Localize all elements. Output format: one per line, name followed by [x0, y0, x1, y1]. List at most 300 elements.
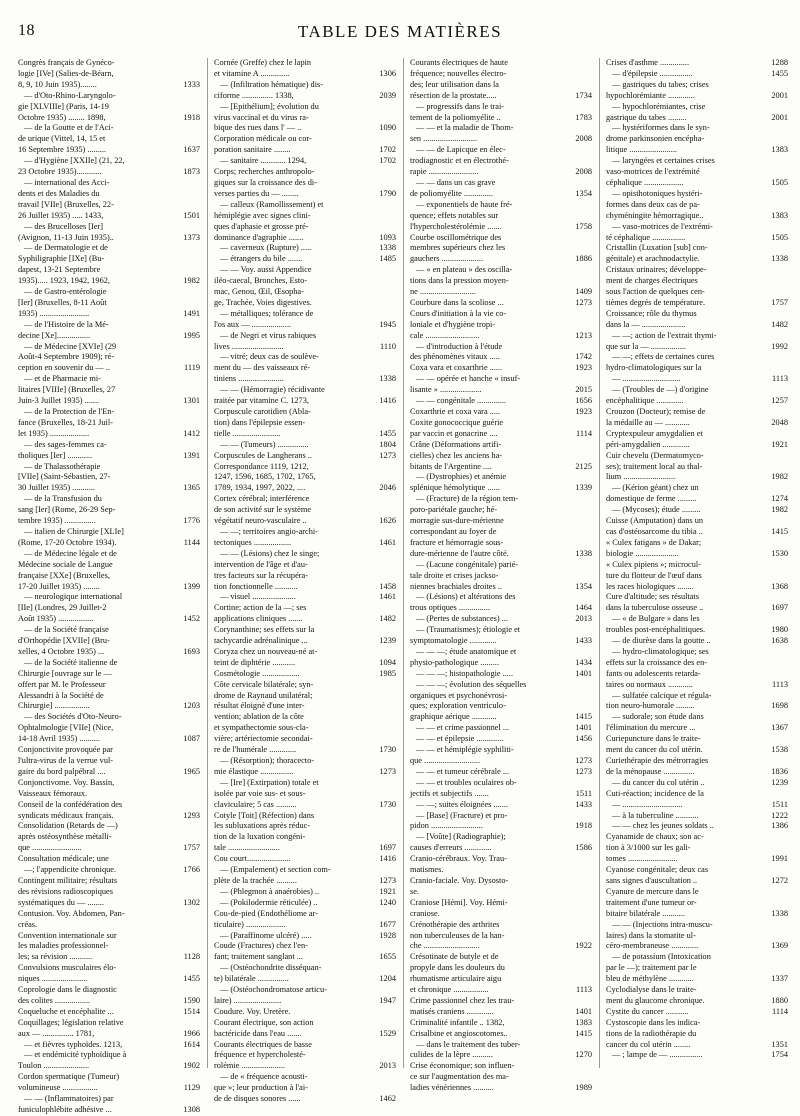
entry-text: tions dans la pression moyen-: [410, 276, 509, 286]
index-entry-line: [18, 560, 200, 571]
index-entry-line: [214, 298, 396, 309]
entry-text: Consultation médicale; une: [18, 854, 109, 864]
entry-text: lives .........................: [214, 341, 284, 351]
index-entry-line: [410, 854, 592, 865]
entry-text: Chirurgie [ouvrage sur le —: [18, 668, 112, 678]
page-reference: 1416: [379, 396, 396, 406]
entry-text: Courant électrique, son action: [214, 1017, 314, 1027]
entry-text: tholiques [Ier] ............: [18, 450, 93, 460]
index-entry-line: [606, 876, 788, 887]
entry-text: — du cancer du col utérin ..: [612, 777, 705, 787]
page-reference: 2001: [771, 90, 788, 100]
entry-text: l'hypercholestérolémie .......: [410, 221, 502, 231]
index-entry-line: [606, 211, 788, 222]
index-entry-line: [214, 789, 396, 800]
index-entry-line: [410, 385, 592, 396]
entry-text: tion à 3/1000 sur les gali-: [606, 843, 691, 853]
entry-text: — italien de Chirurgie [XLIe]: [24, 526, 124, 536]
index-entry-line: [606, 582, 788, 593]
index-entry-line: [18, 243, 200, 254]
index-entry-line: [214, 69, 396, 80]
index-entry-line: [410, 113, 592, 124]
index-entry-line: [18, 701, 200, 712]
entry-text: — (Lacune congénitale) parié-: [416, 559, 519, 569]
page-reference: 1433: [575, 636, 592, 646]
entry-text: — — et tumeur cérébrale ...: [416, 766, 510, 776]
entry-text: Cou-de-pied (Endothéliome ar-: [214, 908, 318, 918]
index-entry-line: [18, 189, 200, 200]
index-entry-line: [18, 222, 200, 233]
entry-text: Cotyle [Toit] (Réfection) dans: [214, 810, 315, 820]
index-entry-line: [214, 898, 396, 909]
page-reference: 1880: [771, 995, 788, 1005]
entry-text: organiques et psychonévrosi-: [410, 690, 508, 700]
page-reference: 1386: [771, 821, 788, 831]
page-reference: 1416: [379, 854, 396, 864]
index-entry-line: [214, 462, 396, 473]
entry-text: — sanitaire ............ 1294,: [220, 156, 307, 166]
page-reference: 1482: [379, 614, 396, 624]
index-entry-line: [606, 887, 788, 898]
entry-text: membres supérieurs chez les: [410, 243, 506, 253]
entry-text: — — et la maladie de Thom-: [416, 123, 514, 133]
index-entry-line: [214, 876, 396, 887]
entry-text: drome parkinsonien encépha-: [606, 134, 705, 144]
index-entry-line: [214, 811, 396, 822]
entry-text: — vitré; deux cas de soulève-: [220, 352, 319, 362]
index-entry-line: [410, 778, 592, 789]
entry-text: — (Lésions) et altérations des: [416, 592, 516, 602]
page-reference: 1113: [772, 374, 788, 384]
entry-text: gie [XLVIIIe] (Paris, 14-19: [18, 101, 109, 111]
entry-text: splénique hémolytique ......: [410, 483, 500, 493]
entry-text: — métalliques; tolérance de: [220, 308, 314, 318]
entry-text: Cyclodialyse dans le traite-: [606, 985, 697, 995]
entry-text: té céphalique ................: [606, 232, 686, 242]
page-reference: 1505: [771, 177, 788, 187]
entry-text: Corpuscule carotidien (Abla-: [214, 407, 311, 416]
entry-text: ticulaire) ...................: [214, 919, 286, 929]
entry-text: Coxa vara et coxarthrie ......: [410, 363, 503, 373]
entry-text: Crésotinate de butyle et de: [410, 952, 499, 962]
page-reference: 1965: [183, 766, 200, 776]
entry-text: Crime passionnel chez les trau-: [410, 995, 515, 1005]
page-reference: 1273: [575, 766, 592, 776]
entry-text: mac, Genou, Œil, Œsopha-: [214, 287, 304, 297]
index-entry-line: [214, 320, 396, 331]
index-entry-line: [18, 363, 200, 374]
page-reference: 1365: [183, 483, 200, 493]
index-entry-line: [410, 418, 592, 429]
page-reference: 2013: [379, 1061, 396, 1071]
index-entry-line: [606, 909, 788, 920]
entry-text: Coqueluche et encéphalite ...: [18, 1006, 114, 1016]
entry-text: Contusion. Voy. Abdomen, Pan-: [18, 908, 125, 918]
page-reference: 1288: [771, 58, 788, 67]
index-entry-line: [18, 145, 200, 156]
entry-text: de urique (Vittel, 14, 15 et: [18, 134, 106, 144]
index-entry-line: [18, 1007, 200, 1018]
entry-text: lium .........................: [606, 472, 676, 482]
index-entry-line: [606, 691, 788, 702]
entry-text: intervention de l'âge et d'au-: [214, 559, 308, 569]
index-entry-line: [214, 985, 396, 996]
index-entry-line: [410, 276, 592, 287]
entry-text: — de Negri et virus rabiques: [220, 330, 317, 340]
page-reference: 1090: [379, 123, 396, 133]
index-entry-line: [214, 429, 396, 440]
index-entry-line: [606, 483, 788, 494]
index-entry-line: [214, 1040, 396, 1051]
entry-text: — — dans un cas grave: [416, 177, 496, 187]
index-entry-line: [410, 1029, 592, 1040]
entry-text: les; sa révision ...........: [18, 952, 93, 962]
entry-text: Cortex cérébral; interférence: [214, 494, 310, 504]
index-entry-line: [18, 298, 200, 309]
entry-text: — [Ire] (Extirpation) totale et: [220, 777, 319, 787]
index-entry-line: [606, 941, 788, 952]
entry-text: — (Résorption); thoracecto-: [220, 756, 315, 765]
index-entry-line: [410, 952, 592, 963]
page-reference: 1980: [771, 625, 788, 635]
index-entry-line: [606, 200, 788, 211]
index-entry-line: [410, 102, 592, 113]
entry-text: fréquence; nouvelles électro-: [410, 68, 507, 78]
entry-text: ladies vénériennes ..........: [410, 1083, 494, 1093]
index-entry-line: [410, 941, 592, 952]
entry-text: dents et des Maladies du: [18, 188, 100, 198]
entry-text: litaires [VIIIe] (Bruxelles, 27: [18, 385, 116, 395]
page-reference: 1586: [575, 843, 592, 853]
page-reference: 1273: [575, 297, 592, 307]
index-entry-line: [214, 189, 396, 200]
index-entry-line: [18, 516, 200, 527]
entry-text: Corynanthine; ses effets sur la: [214, 625, 315, 635]
index-entry-line: [606, 756, 788, 767]
index-entry-line: [606, 287, 788, 298]
entry-text: — international des Acci-: [24, 177, 110, 187]
index-entry-line: [214, 1061, 396, 1072]
entry-text: — (Paraffinome ulcéré) .....: [220, 930, 312, 940]
index-entry-line: [410, 200, 592, 211]
index-entry-line: [606, 396, 788, 407]
index-entry-line: [410, 974, 592, 985]
page-reference: 1367: [771, 723, 788, 733]
entry-text: Congrès français de Gynéco-: [18, 58, 115, 67]
entry-text: troubles post-encéphalitiques.: [606, 625, 706, 635]
entry-text: — progressifs dans le trai-: [416, 101, 505, 111]
index-entry-line: [606, 276, 788, 287]
page-reference: 1338: [575, 548, 592, 558]
page-reference: 1758: [575, 221, 592, 231]
entry-text: Crouzon (Docteur); remise de: [606, 407, 706, 416]
entry-text: Cours d'initiation à la vie co-: [410, 308, 507, 318]
entry-text: — (Traumatismes); étiologie et: [416, 625, 521, 635]
page-reference: 1995: [183, 330, 200, 340]
entry-text: correspondant au foyer de: [410, 526, 497, 536]
column-rule: [207, 58, 208, 1068]
entry-text: mie élastique ................: [214, 766, 294, 776]
index-entry-line: [410, 123, 592, 134]
index-entry-line: [18, 309, 200, 320]
index-entry-line: [18, 756, 200, 767]
entry-text: fracture et hémorragie sous-: [410, 537, 504, 547]
index-entry-line: [410, 516, 592, 527]
entry-text: végétatif neuro-vasculaire ..: [214, 516, 307, 526]
index-entry-line: [410, 167, 592, 178]
index-entry-line: [606, 832, 788, 843]
entry-text: 16 Septembre 1935) .........: [18, 145, 107, 155]
entry-text: rhumatisme articulaire aigu: [410, 974, 502, 984]
entry-text: morragie sus-dure-mérienne: [410, 516, 504, 526]
index-entry-line: [410, 592, 592, 603]
entry-text: après ostéosynthèse métalli-: [18, 832, 112, 842]
entry-text: giques sur la croissance des di-: [214, 177, 317, 187]
entry-text: Alessandri à la Société de: [18, 690, 104, 700]
entry-text: verses parties du — ........: [214, 188, 299, 198]
index-entry-line: [214, 1050, 396, 1061]
index-entry-line: [606, 440, 788, 451]
entry-text: ment du cancer du col utérin.: [606, 745, 703, 755]
entry-text: Conjonctivite provoquée par: [18, 745, 113, 755]
index-entry-line: [410, 658, 592, 669]
page-reference: 1482: [771, 319, 788, 329]
entry-text: — (Phlegmon à anaérobies) ..: [220, 886, 320, 896]
index-entry-line: [18, 592, 200, 603]
index-entry-line: [214, 200, 396, 211]
index-entry-line: [214, 494, 396, 505]
index-entry-line: [18, 494, 200, 505]
index-entry-line: [606, 734, 788, 745]
entry-text: Cuisse (Amputation) dans un: [606, 516, 704, 526]
index-entry-line: [606, 712, 788, 723]
index-entry-line: [606, 778, 788, 789]
entry-text: Criminalité infantile .. 1382,: [410, 1017, 505, 1027]
entry-text: — de Gastro-entérologie: [24, 287, 107, 297]
entry-text: les maladies professionnel-: [18, 941, 109, 951]
entry-text: — —; territoires angio-archi-: [220, 526, 318, 536]
page-reference: 1222: [771, 810, 788, 820]
index-entry-line: [18, 472, 200, 483]
entry-text: pidon .........................: [410, 821, 483, 831]
entry-text: fréquence et hypercholesté-: [214, 1050, 306, 1060]
entry-text: virus vaccinal et du virus ra-: [214, 112, 309, 122]
index-entry-line: [410, 1072, 592, 1083]
entry-text: — .............................: [612, 799, 683, 809]
page-reference: 2125: [575, 461, 592, 471]
index-entry-line: [18, 429, 200, 440]
entry-text: — [Base] (Fracture) et pro-: [416, 810, 508, 820]
index-entry-line: [18, 821, 200, 832]
index-entry-line: [18, 843, 200, 854]
entry-text: craniose.: [410, 908, 440, 918]
index-entry-line: [606, 538, 788, 549]
index-entry-line: [606, 134, 788, 145]
entry-text: 1935) ........................: [18, 308, 90, 318]
entry-text: ception en souvenir du — ..: [18, 363, 110, 373]
entry-text: Craniose [Hémi]. Voy. Hémi-: [410, 897, 508, 907]
entry-text: que »; leur production à l'ai-: [214, 1083, 308, 1093]
entry-text: — —; suites éloignées .......: [416, 799, 508, 809]
page-reference: 1982: [183, 276, 200, 286]
index-entry-line: [410, 898, 592, 909]
entry-text: — — —; étude anatomique et: [416, 646, 517, 656]
page-reference: 1354: [575, 581, 592, 591]
index-entry-line: [410, 691, 592, 702]
entry-text: (Rome, 17-20 Octobre 1934).: [18, 537, 117, 547]
entry-text: — de la Goutte et de l'Aci-: [24, 123, 114, 133]
page-reference: 1656: [575, 396, 592, 406]
index-entry-line: [214, 472, 396, 483]
entry-text: Cristallin (Luxation [sub] con-: [606, 243, 708, 253]
entry-text: — (Pokilodermie réticulée) ..: [220, 897, 318, 907]
index-entry-line: [214, 276, 396, 287]
index-entry-line: [606, 996, 788, 1007]
page-reference: 1918: [575, 821, 592, 831]
index-entry-line: [18, 233, 200, 244]
entry-text: — — opérée et hanche « insuf-: [416, 374, 521, 384]
index-entry-line: [214, 996, 396, 1007]
entry-text: fance (Bruxelles, 18-21 Juil-: [18, 417, 113, 427]
entry-text: ses); traitement local au thal-: [606, 461, 703, 471]
entry-text: — (Fracture) de la région tem-: [416, 494, 519, 504]
entry-text: gaire du bord palpébral ....: [18, 766, 106, 776]
index-entry-line: [18, 941, 200, 952]
page-reference: 1110: [380, 341, 396, 351]
entry-text: — et endémicité typhoïdique à: [24, 1050, 127, 1060]
index-entry-line: [214, 451, 396, 462]
index-entry-line: [214, 352, 396, 363]
entry-text: Août 1935) .................: [18, 614, 94, 624]
entry-text: se.: [410, 886, 419, 896]
page-reference: 1272: [771, 875, 788, 885]
entry-text: et chronique .................: [410, 985, 489, 995]
index-entry-line: [214, 145, 396, 156]
page-reference: 1373: [183, 232, 200, 242]
index-entry-line: [18, 331, 200, 342]
entry-text: gauchers ....................: [410, 254, 484, 264]
page-reference: 1886: [575, 254, 592, 264]
index-entry-line: [18, 963, 200, 974]
entry-text: tions de la radiothérapie du: [606, 1028, 697, 1038]
index-entry-line: [606, 636, 788, 647]
entry-text: che ...........................: [410, 941, 480, 951]
index-entry-line: [410, 527, 592, 538]
index-entry-line: [18, 178, 200, 189]
index-entry-line: [18, 734, 200, 745]
page-reference: 1368: [771, 581, 788, 591]
index-entry-line: [214, 865, 396, 876]
index-entry-line: [214, 712, 396, 723]
entry-text: Crâne (Déformations artifi-: [410, 439, 502, 449]
index-entry-line: [606, 723, 788, 734]
entry-text: — [Voûte] (Radiographie);: [416, 832, 506, 842]
page-reference: 1485: [379, 254, 396, 264]
index-entry-line: [214, 832, 396, 843]
index-entry-line: [410, 374, 592, 385]
index-entry-line: [606, 342, 788, 353]
entry-text: — de Médecine [XVIe] (29: [24, 341, 117, 351]
index-entry-line: [606, 821, 788, 832]
index-entry-line: [214, 91, 396, 102]
entry-text: Correspondance 1119, 1212,: [214, 461, 309, 471]
entry-text: ture du flotteur de l'œuf dans: [606, 570, 702, 580]
index-entry-line: [410, 145, 592, 156]
index-entry-line: [606, 931, 788, 942]
entry-text: poro-pariétale gauche; hé-: [410, 505, 498, 515]
index-entry-line: [18, 723, 200, 734]
index-entry-line: [410, 494, 592, 505]
page-reference: 1144: [183, 537, 200, 547]
page-reference: 1945: [379, 319, 396, 329]
entry-text: — de potassium (Intoxication: [612, 952, 711, 962]
index-entry-line: [214, 582, 396, 593]
index-entry-line: [410, 821, 592, 832]
index-entry-line: [18, 113, 200, 124]
entry-text: et vitamine A ..............: [214, 68, 290, 78]
index-entry-line: [606, 767, 788, 778]
entry-text: — de l'Histoire de la Mé-: [24, 319, 109, 329]
entry-text: graphique aérique ............: [410, 712, 497, 722]
index-entry-line: [18, 527, 200, 538]
page-reference: 1947: [379, 995, 396, 1005]
page-reference: 1239: [771, 777, 788, 787]
index-entry-line: [410, 156, 592, 167]
index-entry-line: [410, 429, 592, 440]
index-entry-line: [410, 352, 592, 363]
page-reference: 1213: [575, 330, 592, 340]
page-reference: 1293: [183, 810, 200, 820]
index-entry-line: [18, 865, 200, 876]
page-reference: 1790: [379, 188, 396, 198]
entry-text: rapie ........................: [410, 167, 479, 177]
entry-text: plète de la trachée ..........: [214, 875, 297, 885]
entry-text: litique .......................: [606, 145, 677, 155]
index-entry-line: [214, 440, 396, 451]
entry-text: dans la — .....................: [606, 319, 686, 329]
entry-text: tembre 1935) ...............: [18, 516, 96, 526]
page-reference: 1339: [575, 483, 592, 493]
entry-text: — (Dystrophies) et anémie: [416, 472, 507, 482]
entry-text: dure-mérienne de l'autre côté.: [410, 548, 509, 558]
index-entry-line: [606, 1040, 788, 1051]
entry-text: — et de Pharmacie mi-: [24, 374, 101, 384]
page-reference: 1514: [183, 1006, 200, 1016]
page-reference: 1921: [379, 886, 396, 896]
index-entry-line: [18, 265, 200, 276]
entry-text: 26 Juillet 1935) ..... 1433,: [18, 210, 104, 220]
index-entry-line: [410, 342, 592, 353]
entry-text: créas.: [18, 919, 38, 929]
page-reference: 1128: [183, 952, 200, 962]
index-entry-line: [214, 854, 396, 865]
entry-text: Cordon spermatique (Tumeur): [18, 1072, 120, 1082]
page-reference: 1702: [379, 145, 396, 155]
index-entry-line: [606, 974, 788, 985]
entry-text: Cyanure de mercure dans le: [606, 886, 699, 896]
index-entry-line: [214, 527, 396, 538]
index-entry-line: [214, 549, 396, 560]
index-entry-line: [606, 658, 788, 669]
entry-text: — — et troubles oculaires ob-: [416, 777, 517, 787]
entry-text: niennes brachiales droites ..: [410, 581, 502, 591]
entry-text: tres facteurs sur la récupéra-: [214, 570, 308, 580]
index-entry-line: [410, 58, 592, 69]
index-entry-line: [214, 647, 396, 658]
page-reference: 1383: [575, 1017, 592, 1027]
index-entry-line: [410, 800, 592, 811]
entry-text: sang [Ier] (Rome, 26-29 Sep-: [18, 505, 116, 515]
